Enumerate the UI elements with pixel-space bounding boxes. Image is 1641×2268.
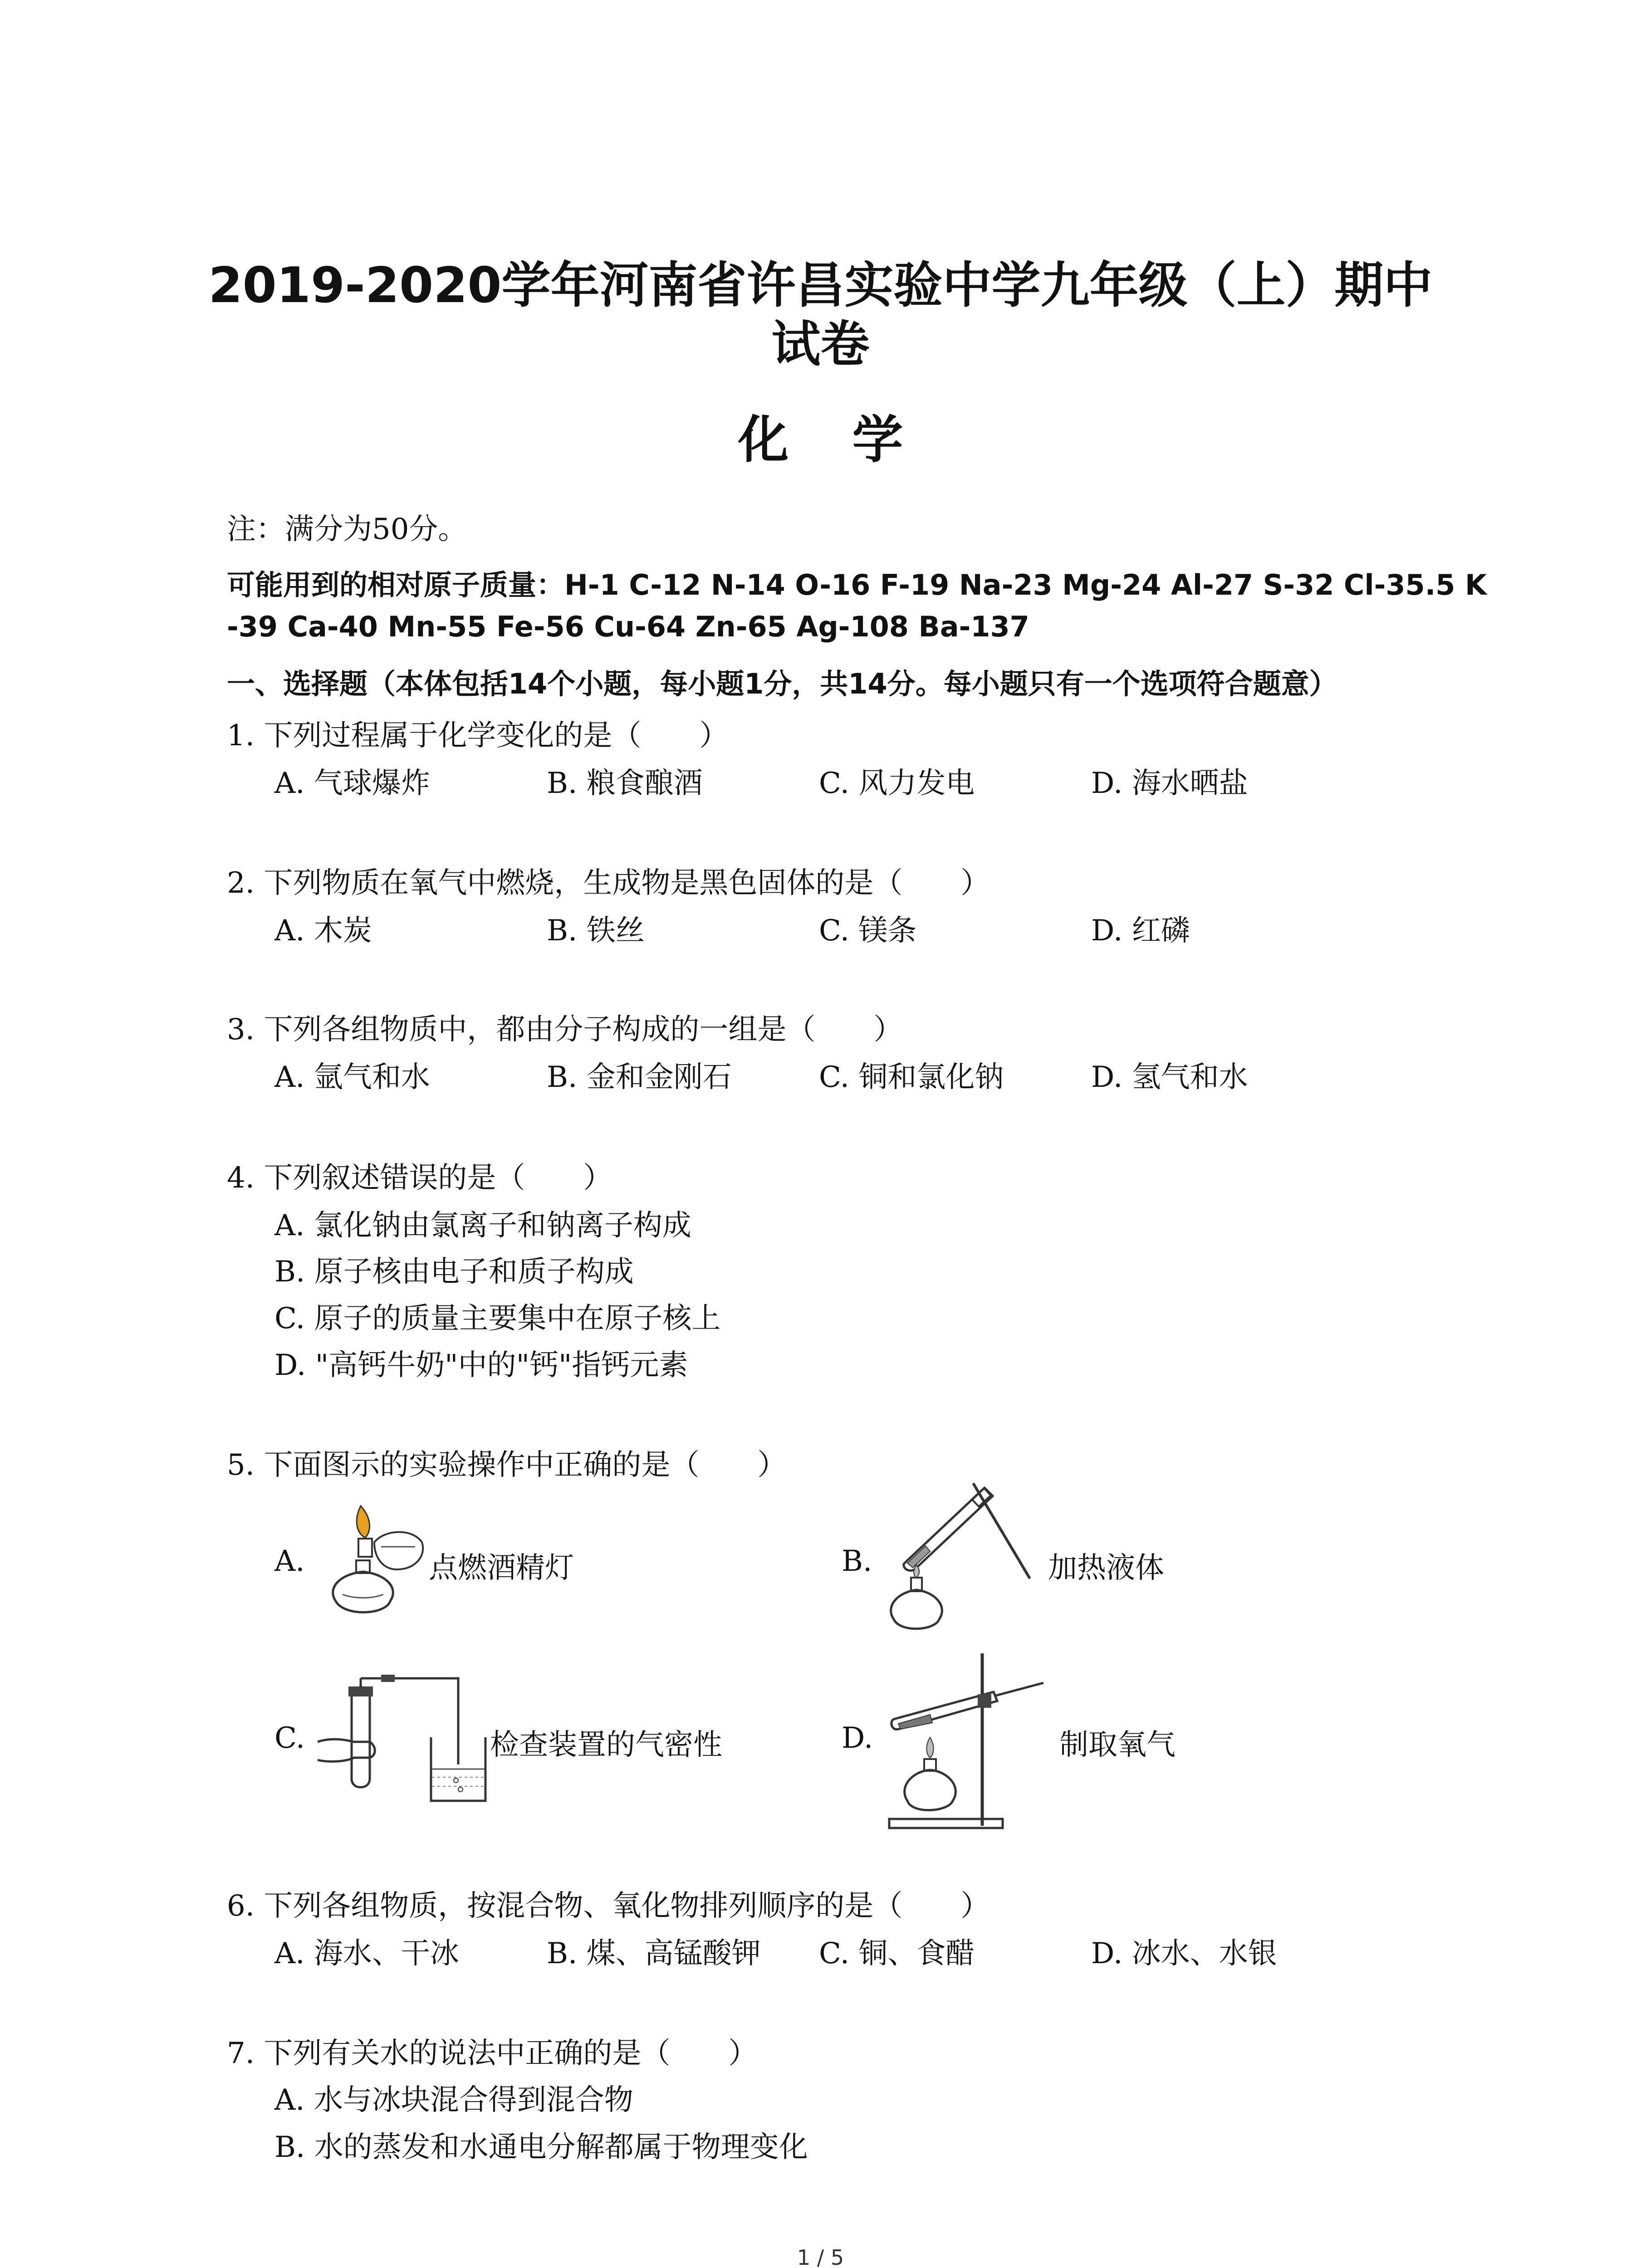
question-6-stem: 6. 下列各组物质，按混合物、氧化物排列顺序的是（ ） bbox=[227, 1889, 990, 1923]
option-a[interactable]: A. 木炭 bbox=[274, 914, 372, 948]
option-d[interactable]: D. 氢气和水 bbox=[1091, 1061, 1248, 1094]
option-d[interactable]: D. 海水晒盐 bbox=[1091, 767, 1248, 800]
option-d-caption: 制取氧气 bbox=[1059, 1728, 1176, 1762]
option-c-letter[interactable]: C. bbox=[274, 1721, 305, 1755]
option-c[interactable]: C. 风力发电 bbox=[819, 767, 975, 800]
option-c[interactable]: C. 铜、食醋 bbox=[819, 1937, 975, 1970]
option-b-caption: 加热液体 bbox=[1048, 1551, 1164, 1585]
page-number: 1 / 5 bbox=[797, 2245, 844, 2268]
option-d[interactable]: D. 红磷 bbox=[1091, 914, 1190, 948]
option-b[interactable]: B. 水的蒸发和水通电分解都属于物理变化 bbox=[274, 2131, 808, 2164]
airtightness-check-icon bbox=[318, 1674, 499, 1805]
atomic-masses-line1: 可能用到的相对原子质量：H-1 C-12 N-14 O-16 F-19 Na-23 Mg-24 Al-27 S-32 Cl-35.5 K bbox=[227, 568, 1487, 601]
option-c[interactable]: C. 铜和氯化钠 bbox=[819, 1061, 1004, 1094]
option-c[interactable]: C. 原子的质量主要集中在原子核上 bbox=[274, 1302, 721, 1335]
option-c[interactable]: C. 镁条 bbox=[819, 914, 917, 948]
option-c-caption: 检查装置的气密性 bbox=[490, 1728, 722, 1762]
option-a[interactable]: A. 氯化钠由氯离子和钠离子构成 bbox=[274, 1209, 691, 1242]
question-7-stem: 7. 下列有关水的说法中正确的是（ ） bbox=[227, 2037, 758, 2070]
score-note: 注：满分为50分。 bbox=[227, 513, 467, 546]
option-a-caption: 点燃酒精灯 bbox=[429, 1551, 574, 1585]
option-b[interactable]: B. 铁丝 bbox=[547, 914, 645, 948]
option-b[interactable]: B. 粮食酿酒 bbox=[547, 767, 703, 800]
option-b-letter[interactable]: B. bbox=[842, 1545, 872, 1578]
option-b[interactable]: B. 原子核由电子和质子构成 bbox=[274, 1255, 634, 1289]
question-4-stem: 4. 下列叙述错误的是（ ） bbox=[227, 1161, 612, 1195]
option-a-letter[interactable]: A. bbox=[274, 1545, 305, 1578]
alcohol-lamp-lighting-icon bbox=[318, 1497, 436, 1628]
exam-title-line1: 2019-2020学年河南省许昌实验中学九年级（上）期中 bbox=[208, 257, 1433, 314]
question-1-stem: 1. 下列过程属于化学变化的是（ ） bbox=[227, 719, 729, 753]
exam-title-line2: 试卷 bbox=[771, 316, 870, 373]
option-d-letter[interactable]: D. bbox=[842, 1721, 873, 1755]
option-a[interactable]: A. 海水、干冰 bbox=[274, 1937, 459, 1970]
option-b[interactable]: B. 金和金刚石 bbox=[547, 1061, 732, 1094]
heating-liquid-test-tube-icon bbox=[880, 1474, 1043, 1637]
atomic-masses-line2: -39 Ca-40 Mn-55 Fe-56 Cu-64 Zn-65 Ag-108 Ba-137 bbox=[227, 610, 1029, 643]
option-d[interactable]: D. 冰水、水银 bbox=[1091, 1937, 1277, 1970]
question-2-stem: 2. 下列物质在氧气中燃烧，生成物是黑色固体的是（ ） bbox=[227, 866, 990, 900]
subject-heading: 化学 bbox=[738, 411, 967, 469]
option-a[interactable]: A. 水与冰块混合得到混合物 bbox=[274, 2083, 633, 2117]
option-a[interactable]: A. 气球爆炸 bbox=[274, 767, 430, 800]
question-3-stem: 3. 下列各组物质中，都由分子构成的一组是（ ） bbox=[227, 1013, 903, 1046]
question-5-stem: 5. 下面图示的实验操作中正确的是（ ） bbox=[227, 1448, 787, 1482]
option-a[interactable]: A. 氩气和水 bbox=[274, 1061, 430, 1094]
oxygen-preparation-apparatus-icon bbox=[880, 1651, 1053, 1833]
option-d[interactable]: D. "高钙牛奶"中的"钙"指钙元素 bbox=[274, 1349, 688, 1382]
section1-heading: 一、选择题（本体包括14个小题，每小题1分，共14分。每小题只有一个选项符合题意） bbox=[227, 667, 1337, 700]
option-b[interactable]: B. 煤、高锰酸钾 bbox=[547, 1937, 761, 1970]
